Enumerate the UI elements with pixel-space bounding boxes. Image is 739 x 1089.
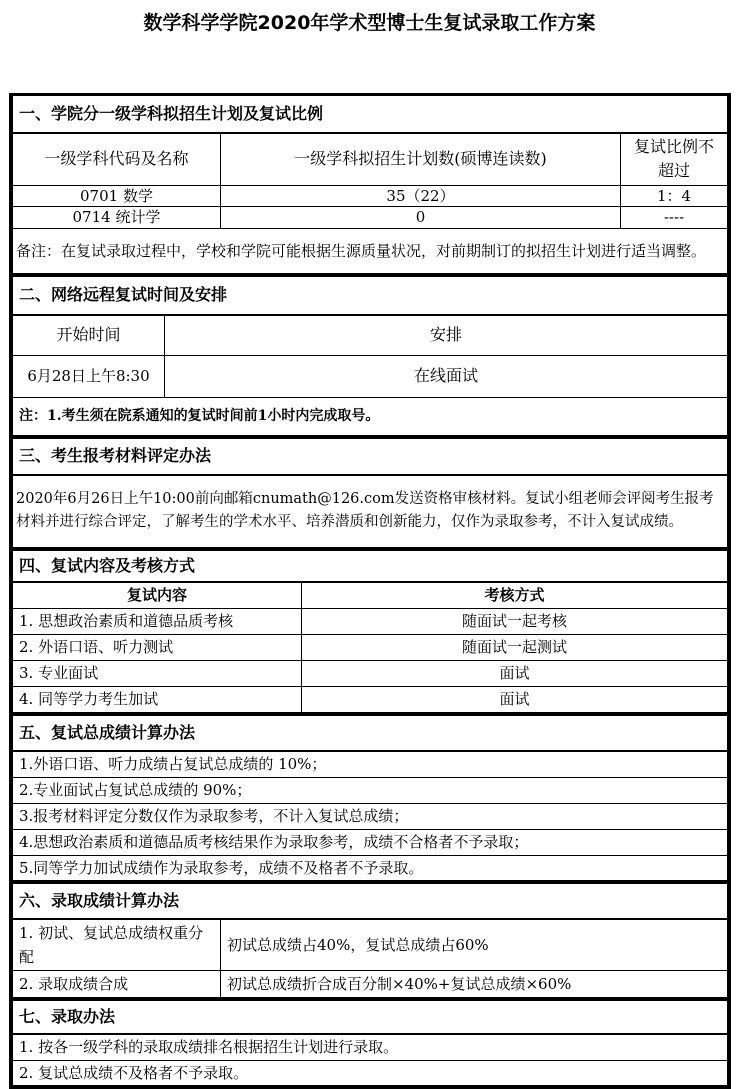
table-cell: 随面试一起考核 [302,608,728,634]
table-cell: 面试 [302,660,728,686]
table-cell: 35（22） [221,185,621,206]
table-cell: 2. 外语口语、听力测试 [13,634,302,660]
paragraph: 2020年6月26日上午10:00前向邮箱cnumath@126.com发送资格审核材料。复试小组老师会评阅考生报考材料并进行综合评定，了解考生的学术水平、培养潜质和创新能力，仅作为录取参考，不计入复试成绩。 [13,475,728,547]
page-title: 数学科学学院2020年学术型博士生复试录取工作方案 [143,12,596,34]
table-cell: 0 [221,206,621,228]
list-item: 1.外语口语、听力成绩占复试总成绩的 10%； [13,751,728,777]
table-cell: 6月28日上午8:30 [13,355,165,397]
section-6 [12,881,728,998]
section-4 [12,548,728,713]
table-cell: 初试总成绩占40%，复试总成绩占60% [221,919,728,970]
section-7 [12,998,728,1086]
table-cell: 面试 [302,686,728,712]
section-5 [12,713,728,881]
note: 注：1.考生须在院系通知的复试时间前1小时内完成取号。 [13,397,728,435]
section-heading: 七、录取办法 [13,999,728,1034]
table-cell: 2. 录取成绩合成 [13,970,221,997]
table-cell: 1. 思想政治素质和道德品质考核 [13,608,302,634]
section-heading: 五、复试总成绩计算办法 [13,714,728,751]
table-cell: 1：4 [621,185,728,206]
column-header: 复试内容 [13,582,302,608]
section-heading: 一、学院分一级学科拟招生计划及复试比例 [13,96,728,133]
table-cell: 3. 专业面试 [13,660,302,686]
section-2 [12,274,728,436]
column-header: 一级学科代码及名称 [13,133,221,185]
column-header: 复试比例不超过 [621,133,728,185]
list-item: 1. 按各一级学科的录取成绩排名根据招生计划进行录取。 [13,1034,728,1060]
list-item: 3.报考材料评定分数仅作为录取参考，不计入复试总成绩； [13,803,728,829]
section-3 [12,436,728,548]
section-heading: 四、复试内容及考核方式 [13,549,728,582]
admission-plan-document [9,93,731,1089]
section-heading: 六、录取成绩计算办法 [13,882,728,919]
list-item: 2. 复试总成绩不及格者不予录取。 [13,1060,728,1085]
list-item: 4.思想政治素质和道德品质考核结果作为录取参考，成绩不合格者不予录取； [13,829,728,855]
section-heading: 二、网络远程复试时间及安排 [13,275,728,315]
table-cell: 0714 统计学 [13,206,221,228]
list-item: 5.同等学力加试成绩作为录取参考，成绩不及格者不予录取。 [13,855,728,880]
table-cell: 4. 同等学力考生加试 [13,686,302,712]
column-header: 开始时间 [13,315,165,355]
table-cell: 在线面试 [165,355,728,397]
table-cell: 随面试一起测试 [302,634,728,660]
table-cell: ---- [621,206,728,228]
section-1 [12,96,728,274]
section-heading: 三、考生报考材料评定办法 [13,437,728,475]
note: 备注：在复试录取过程中，学校和学院可能根据生源质量状况，对前期制订的拟招生计划进行适当调整。 [13,228,728,273]
list-item: 2.专业面试占复试总成绩的 90%； [13,777,728,803]
table-cell: 0701 数学 [13,185,221,206]
table-cell: 1. 初试、复试总成绩权重分配 [13,919,221,970]
column-header: 安排 [165,315,728,355]
column-header: 考核方式 [302,582,728,608]
column-header: 一级学科拟招生计划数(硕博连读数) [221,133,621,185]
table-cell: 初试总成绩折合成百分制×40%+复试总成绩×60% [221,970,728,997]
